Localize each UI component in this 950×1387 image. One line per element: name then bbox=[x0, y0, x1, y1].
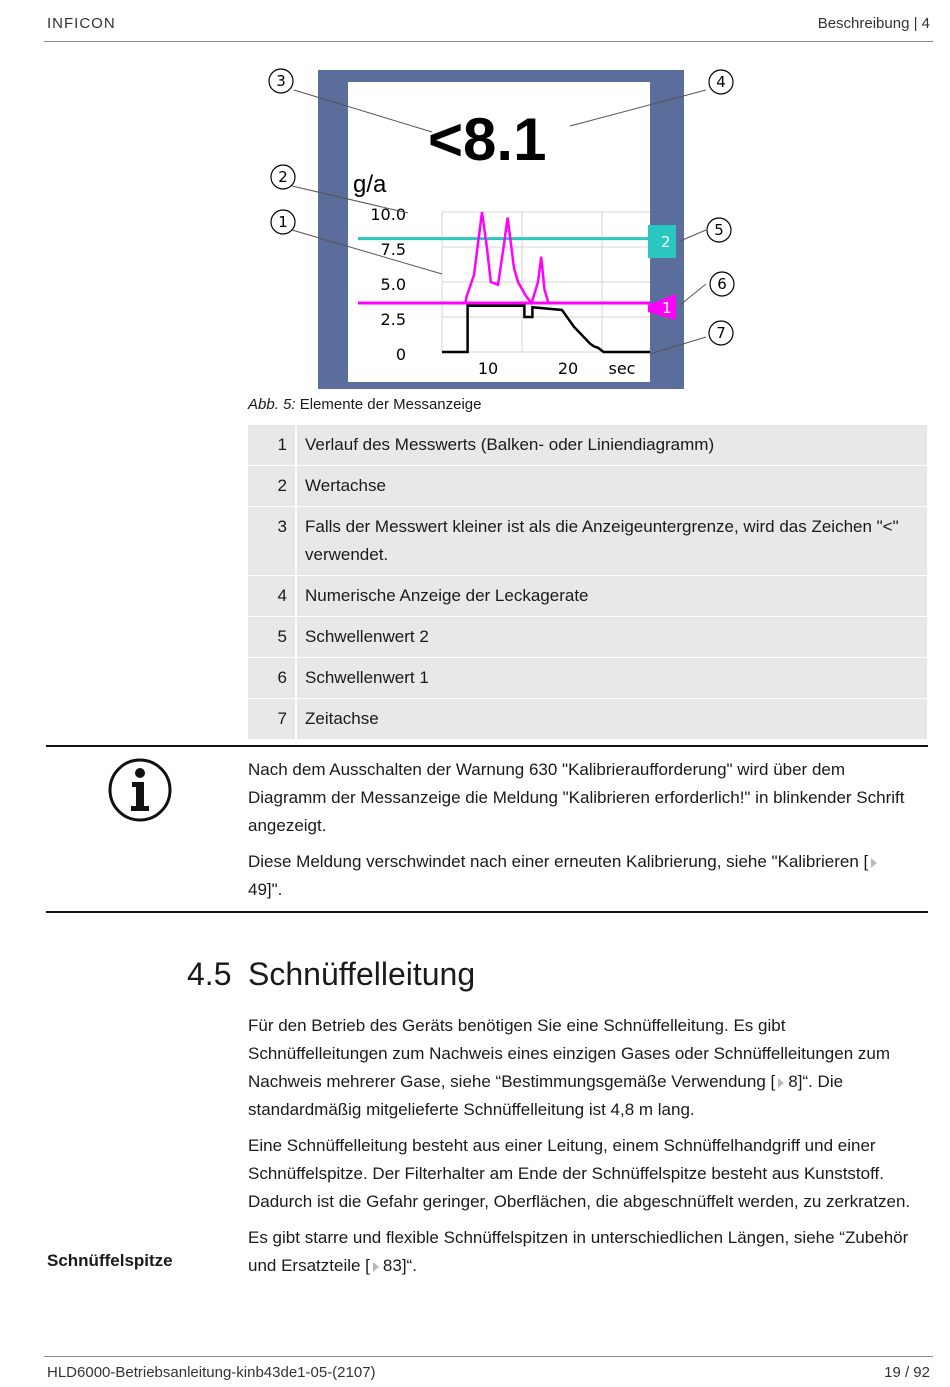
info-note bbox=[248, 756, 908, 912]
legend-row bbox=[248, 658, 927, 699]
legend-table bbox=[248, 425, 927, 740]
legend-number: 7 bbox=[248, 699, 296, 740]
legend-row bbox=[248, 617, 927, 658]
numeric-value: <8.1 bbox=[428, 106, 547, 173]
legend-number: 5 bbox=[248, 617, 296, 658]
legend-text: Falls der Messwert kleiner ist als die Anzeigeuntergrenze, wird das Zeichen "<" verwendet. bbox=[296, 507, 927, 576]
body-paragraph-1: Für den Betrieb des Geräts benötigen Sie eine Schnüffelleitung. Es gibt Schnüffelleitungen zum Nachweis eines einzigen Gases oder Schnüffelleitungen zum Nachweis mehrerer Gase, siehe “Bestimmungsgemäße Verwendung [ 8]“. Die standardmäßig mitgelieferte Schnüffelleitung ist 4,8 m lang. bbox=[248, 1016, 890, 1119]
info-box-top-rule bbox=[46, 745, 928, 747]
x-tick-label: sec bbox=[608, 359, 636, 378]
info-paragraph-2: Diese Meldung verschwindet nach einer erneuten Kalibrierung, siehe "Kalibrieren [49]". bbox=[248, 848, 908, 904]
legend-row bbox=[248, 466, 927, 507]
callout-7: 7 bbox=[716, 324, 726, 342]
legend-row bbox=[248, 507, 927, 576]
footer-document-id: HLD6000-Betriebsanleitung-kinb43de1-05-(2107) bbox=[47, 1364, 376, 1381]
x-tick-label: 10 bbox=[477, 359, 499, 378]
legend-text: Numerische Anzeige der Leckagerate bbox=[296, 576, 927, 617]
callout-1: 1 bbox=[278, 213, 288, 231]
unit-label: g/a bbox=[353, 171, 387, 198]
callout-5: 5 bbox=[714, 221, 724, 239]
legend-text: Schwellenwert 1 bbox=[296, 658, 927, 699]
page-reference-link[interactable]: 8 bbox=[788, 1072, 798, 1091]
header-section: Beschreibung | 4 bbox=[817, 15, 930, 32]
page-reference-link[interactable]: 83 bbox=[382, 1256, 402, 1275]
page-reference-link[interactable]: 49 bbox=[248, 880, 267, 899]
header-divider bbox=[44, 41, 933, 42]
callout-3: 3 bbox=[276, 72, 286, 90]
threshold-1-label: 1 bbox=[662, 299, 672, 317]
section-body bbox=[248, 1012, 928, 1288]
figure-caption bbox=[248, 396, 481, 413]
y-tick-label: 2.5 bbox=[380, 310, 406, 329]
callout-6: 6 bbox=[717, 275, 727, 293]
legend-number: 2 bbox=[248, 466, 296, 507]
footer-divider bbox=[44, 1356, 933, 1357]
page-ref-icon bbox=[373, 1262, 379, 1272]
legend-row bbox=[248, 425, 927, 466]
page-ref-icon bbox=[871, 858, 877, 868]
y-tick-label: 10.0 bbox=[370, 205, 406, 224]
side-label: Schnüffelspitze bbox=[47, 1251, 173, 1270]
caption-text: Elemente der Messanzeige bbox=[299, 396, 482, 413]
legend-row bbox=[248, 576, 927, 617]
legend-number: 6 bbox=[248, 658, 296, 699]
y-tick-label: 5.0 bbox=[380, 275, 406, 294]
body-paragraph-3: Es gibt starre und flexible Schnüffelspitzen in unterschiedlichen Längen, siehe “Zubehör und Ersatzteile [ 83]“. bbox=[248, 1228, 909, 1275]
section-title: Schnüffelleitung bbox=[248, 956, 476, 992]
legend-text: Verlauf des Messwerts (Balken- oder Liniendiagramm) bbox=[296, 425, 927, 466]
legend-number: 3 bbox=[248, 507, 296, 576]
section-number: 4.5 bbox=[187, 956, 232, 992]
legend-text: Wertachse bbox=[296, 466, 927, 507]
legend-row bbox=[248, 699, 927, 740]
body-paragraph-2: Eine Schnüffelleitung besteht aus einer Leitung, einem Schnüffelhandgriff und einer Schnüffelspitze. Der Filterhalter am Ende der Schnüffelspitze besteht aus Kunststoff. Dadurch ist die Gefahr geringer, Oberflächen, die abgeschnüffelt werden, zu zerkratzen. bbox=[248, 1136, 911, 1211]
info-box-bottom-rule bbox=[46, 911, 928, 913]
footer-page-number: 19 / 92 bbox=[884, 1364, 930, 1381]
info-paragraph-1: Nach dem Ausschalten der Warnung 630 "Kalibrieraufforderung" wird über dem Diagramm der Messanzeige die Meldung "Kalibrieren erforderlich!" in blinkender Schrift angezeigt. bbox=[248, 760, 905, 835]
measurement-display-figure bbox=[262, 62, 740, 392]
caption-prefix: Abb. 5: bbox=[248, 396, 296, 413]
legend-number: 1 bbox=[248, 425, 296, 466]
threshold-2-label: 2 bbox=[661, 233, 671, 251]
info-icon bbox=[107, 757, 173, 823]
x-tick-label: 20 bbox=[557, 359, 579, 378]
callout-4: 4 bbox=[716, 73, 726, 91]
header-brand: INFICON bbox=[47, 15, 116, 32]
legend-text: Schwellenwert 2 bbox=[296, 617, 927, 658]
page-ref-icon bbox=[778, 1078, 784, 1088]
y-tick-label: 0 bbox=[395, 345, 406, 364]
legend-number: 4 bbox=[248, 576, 296, 617]
y-tick-label: 7.5 bbox=[380, 240, 406, 259]
legend-text: Zeitachse bbox=[296, 699, 927, 740]
callout-2: 2 bbox=[278, 168, 288, 186]
